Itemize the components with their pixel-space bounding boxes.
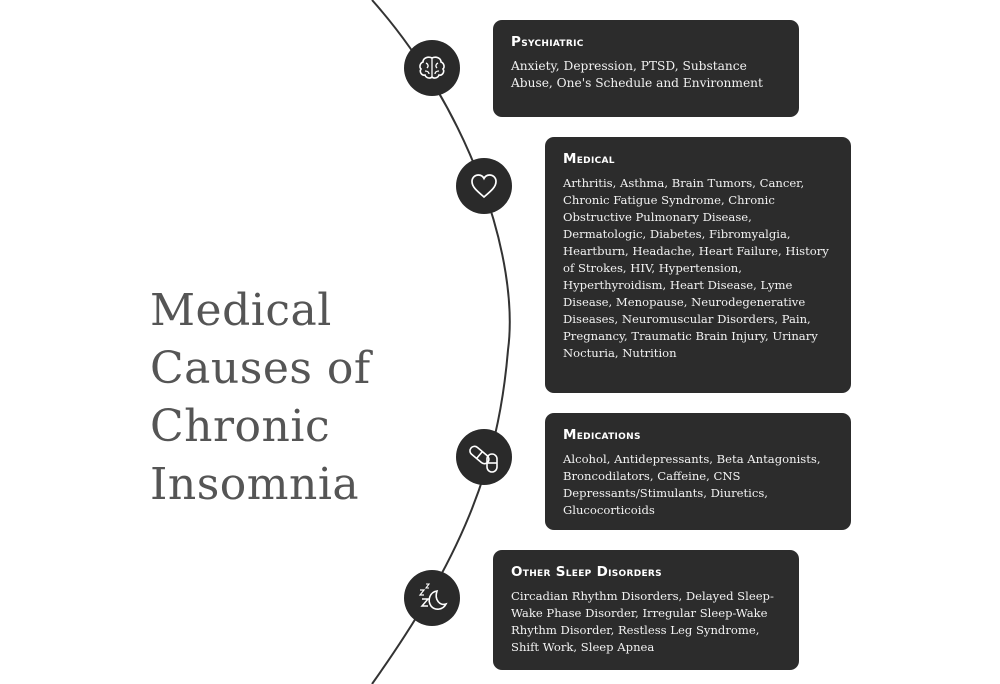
heart-icon xyxy=(467,169,501,203)
card-heading: Medications xyxy=(563,427,641,443)
title-line-2: Causes of xyxy=(150,343,371,394)
page-title xyxy=(150,282,371,514)
card-psychiatric xyxy=(493,20,799,117)
card-heading: Medical xyxy=(563,151,615,167)
card-text: Arthritis, Asthma, Brain Tumors, Cancer, Chronic Fatigue Syndrome, Chronic Obstructive Pulmonary Disease, Dermatologic, Diabetes, Fibromyalgia, Heartburn, Headache, Heart Failure, History of Strokes, HIV, Hypertension, Hyperthyroidism, Heart Disease, Lyme Disease, Menopause, Neurodegenerative Diseases, Neuromuscular Disorders, Pain, Pregnancy, Traumatic Brain Injury, Urinary Nocturia, Nutrition xyxy=(563,176,829,360)
medications-node xyxy=(456,429,512,485)
card-heading: Other Sleep Disorders xyxy=(511,564,662,580)
card-other-sleep-disorders xyxy=(493,550,799,670)
title-line-3: Chronic xyxy=(150,401,331,452)
card-text: Alcohol, Antidepressants, Beta Antagonists, Broncodilators, Caffeine, CNS Depressants/Stimulants, Diuretics, Glucocorticoids xyxy=(563,452,821,517)
card-text: Anxiety, Depression, PTSD, Substance Abuse, One's Schedule and Environment xyxy=(511,59,763,90)
brain-icon xyxy=(414,50,450,86)
card-text: Circadian Rhythm Disorders, Delayed Sleep-Wake Phase Disorder, Irregular Sleep-Wake Rhythm Disorder, Restless Leg Syndrome, Shift Work, Sleep Apnea xyxy=(511,589,774,654)
card-medications xyxy=(545,413,851,530)
title-line-4: Insomnia xyxy=(150,459,360,510)
card-medical xyxy=(545,137,851,393)
pill-icon xyxy=(465,438,503,476)
sleep-disorders-node xyxy=(404,570,460,626)
medical-node xyxy=(456,158,512,214)
title-line-1: Medical xyxy=(150,285,332,336)
psychiatric-node xyxy=(404,40,460,96)
card-heading: Psychiatric xyxy=(511,34,584,50)
moon-sleep-icon xyxy=(413,579,451,617)
